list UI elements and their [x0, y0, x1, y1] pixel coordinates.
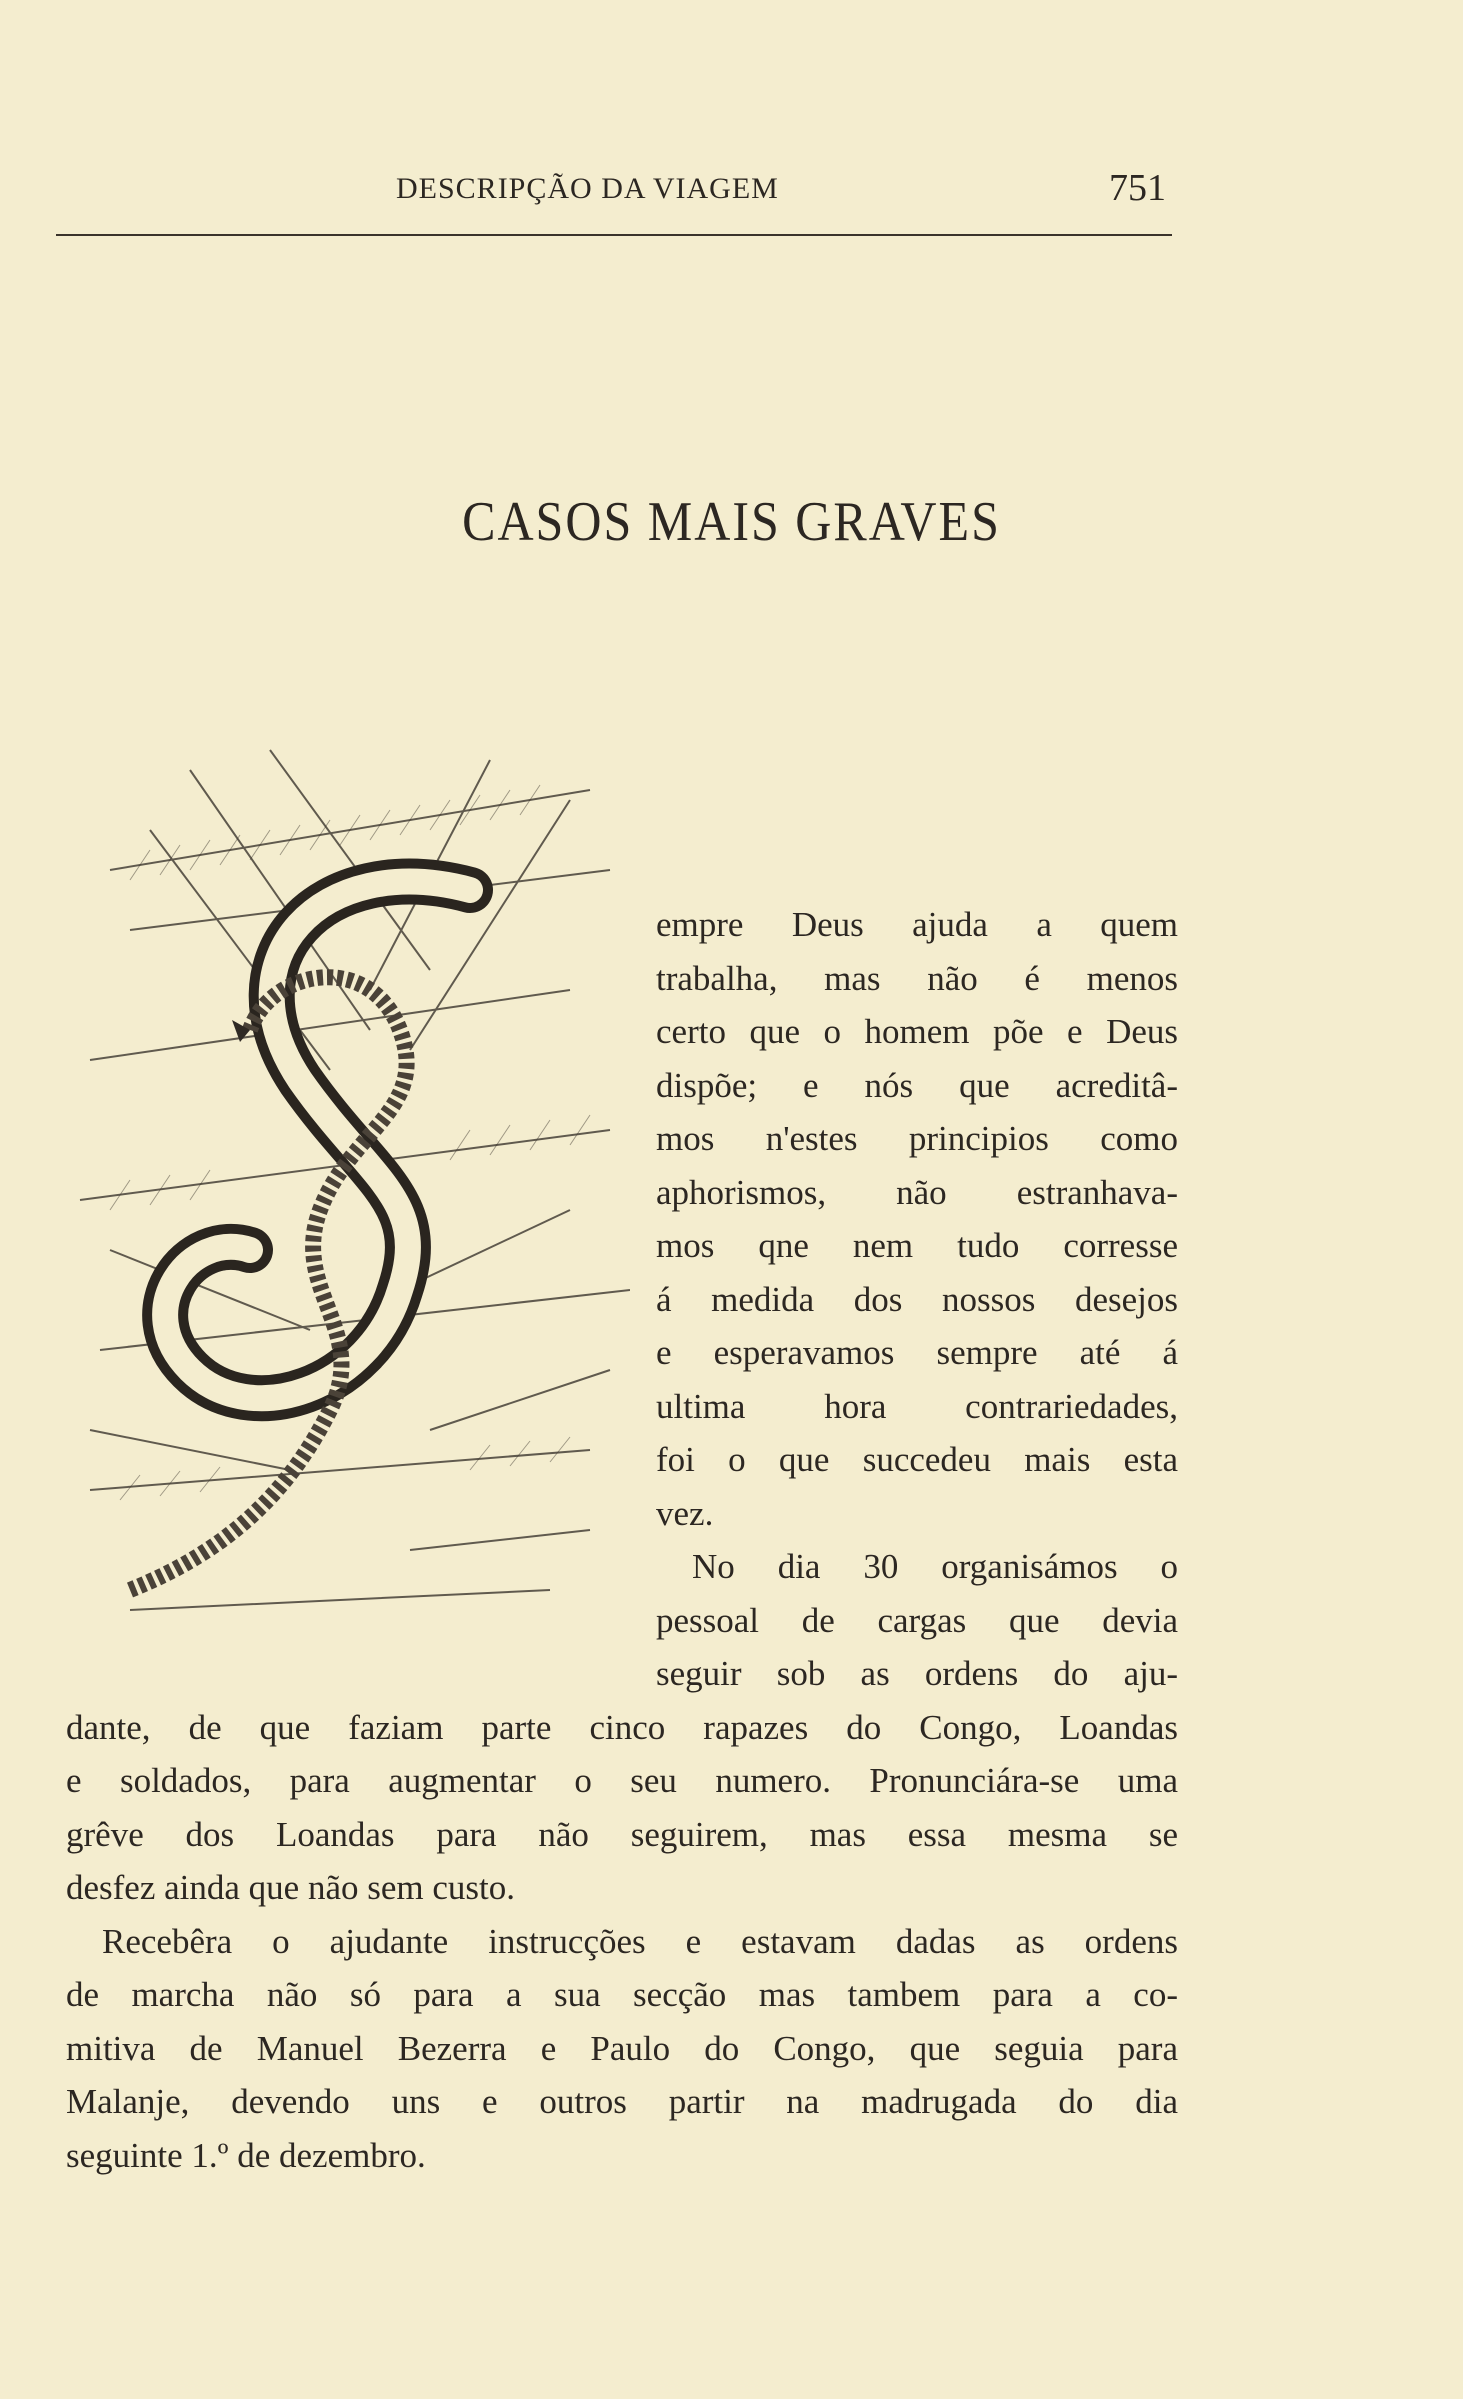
- running-head: [56, 166, 1172, 210]
- text-line: aphorismos, não estranhava-: [656, 1172, 1178, 1212]
- text-line: mos n'estes principios como: [656, 1119, 1178, 1158]
- text-line: empre Deus ajuda a quem: [656, 905, 1178, 944]
- text-line: No dia 30 organisámos o: [692, 1547, 1178, 1586]
- text-line: á medida dos nossos desejos: [656, 1279, 1178, 1319]
- header-rule: [56, 234, 1172, 236]
- text-line: trabalha, mas não é menos: [656, 958, 1178, 998]
- text-line: dispõe; e nós que acreditâ-: [656, 1065, 1178, 1105]
- chapter-title: CASOS MAIS GRAVES: [462, 489, 1001, 553]
- text-line: mos qne nem tudo corresse: [656, 1226, 1178, 1265]
- page-number: 751: [1109, 167, 1166, 209]
- body-text: [66, 898, 1178, 2182]
- text-line: dante, de que faziam parte cinco rapazes do Congo, Loandas: [66, 1707, 1178, 1747]
- text-line: de marcha não só para a sua secção mas tambem para a co-: [66, 1975, 1178, 2014]
- text-line: e esperavamos sempre até á: [656, 1333, 1178, 1372]
- text-line: seguir sob as ordens do aju-: [656, 1654, 1178, 1693]
- text-line: vez.: [656, 1493, 714, 1533]
- running-title: DESCRIPÇÃO DA VIAGEM: [396, 172, 779, 205]
- text-line: ultima hora contrariedades,: [656, 1386, 1178, 1426]
- text-line: seguinte 1.º de dezembro.: [66, 2135, 426, 2175]
- text-line: pessoal de cargas que devia: [656, 1600, 1178, 1640]
- text-line: mitiva de Manuel Bezerra e Paulo do Congo, que seguia para: [66, 2028, 1178, 2068]
- text-line: desfez ainda que não sem custo.: [66, 1868, 516, 1907]
- text-line: foi o que succedeu mais esta: [656, 1440, 1178, 1479]
- text-line: e soldados, para augmentar o seu numero. Pronunciára-se uma: [66, 1761, 1178, 1800]
- text-line: Malanje, devendo uns e outros partir na madrugada do dia: [66, 2082, 1178, 2121]
- text-line: Recebêra o ajudante instrucções e estavam dadas as ordens: [102, 1921, 1178, 1961]
- text-line: certo que o homem põe e Deus: [656, 1012, 1178, 1051]
- text-line: grêve dos Loandas para não seguirem, mas essa mesma se: [66, 1814, 1178, 1854]
